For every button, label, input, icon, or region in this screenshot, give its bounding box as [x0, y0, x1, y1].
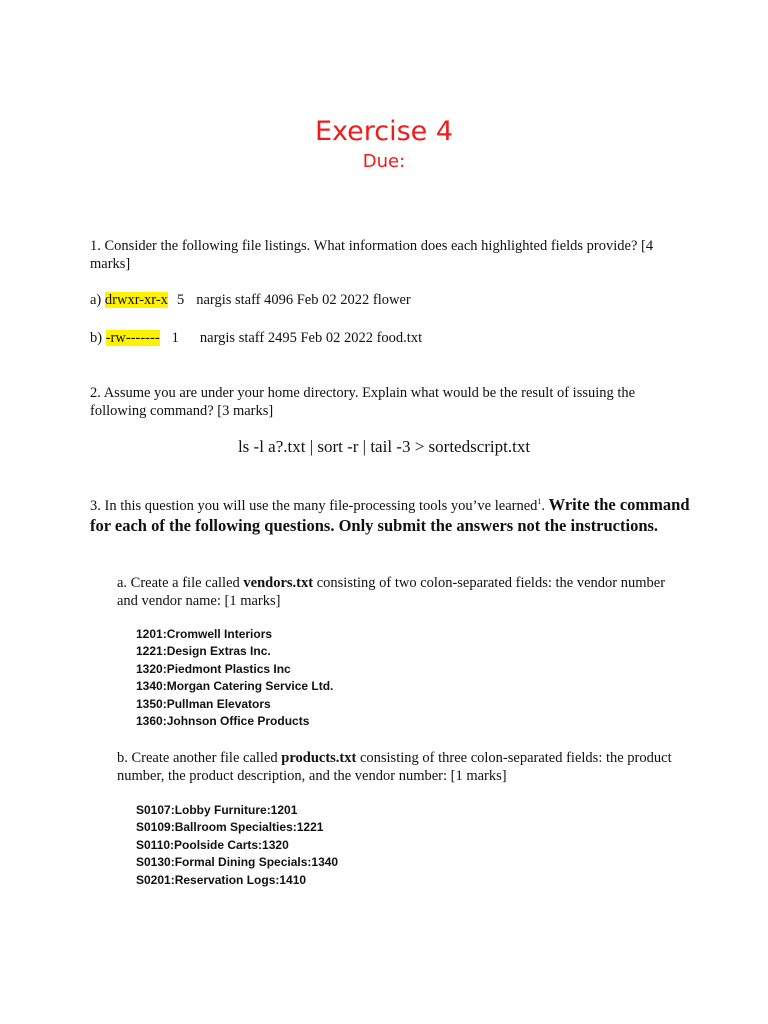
list-item: 1350:Pullman Elevators	[136, 696, 271, 711]
question-3a-suffix: consisting of two colon-separated fields: the vendor number and vendor name: [1 marks]	[117, 575, 666, 609]
listing-b-details: nargis staff 2495 Feb 02 2022 food.txt	[199, 330, 423, 346]
listing-b-links: 1	[171, 330, 179, 346]
listing-b-prefix: b)	[90, 330, 106, 346]
list-item: S0110:Poolside Carts:1320	[136, 837, 289, 852]
due-label: Due:	[362, 151, 406, 172]
list-item: S0130:Formal Dining Specials:1340	[136, 855, 339, 870]
list-item: 1221:Design Extras Inc.	[136, 644, 271, 659]
list-item: 1320:Piedmont Plastics Inc	[136, 661, 291, 676]
question-3b-suffix: consisting of three colon-separated fields: the product number, the product description, and the vendor number: [1 marks]	[117, 750, 672, 784]
list-item: S0109:Ballroom Specialties:1221	[136, 820, 324, 835]
products-filename: products.txt	[281, 750, 357, 766]
listing-a-details: nargis staff 4096 Feb 02 2022 flower	[196, 292, 411, 308]
footnote-marker: 1	[537, 497, 542, 507]
list-item: 1201:Cromwell Interiors	[136, 627, 273, 641]
question-3-intro-suffix: .	[541, 498, 549, 514]
question-3a-text	[117, 574, 677, 610]
vendors-filename: vendors.txt	[243, 575, 314, 591]
list-item: S0107:Lobby Furniture:1201	[136, 803, 298, 817]
question-3b-text	[117, 749, 677, 785]
listing-a-prefix: a)	[90, 292, 105, 308]
question-3-instruction: Write the command for each of the following questions. Only submit the answers not the instructions.	[90, 495, 690, 535]
document-title: Exercise 4	[314, 116, 454, 147]
listing-b	[90, 329, 690, 347]
list-item: 1360:Johnson Office Products	[136, 714, 310, 729]
list-item: S0201:Reservation Logs:1410	[136, 872, 307, 887]
question-3b-prefix: b. Create another file called	[117, 750, 282, 766]
listing-a-links: 5	[176, 292, 185, 308]
question-3-intro: 3. In this question you will use the many file-processing tools you’ve learned	[90, 498, 538, 514]
listing-a	[90, 291, 690, 309]
listing-a-permissions-highlight: drwxr-xr-x	[104, 292, 168, 308]
question-2-text: 2. Assume you are under your home directory. Explain what would be the result of issuing the following command? [3 marks]	[90, 385, 636, 419]
question-3a-prefix: a. Create a file called	[117, 575, 244, 591]
listing-b-permissions-highlight: -rw-------	[105, 330, 160, 346]
vendors-list	[136, 626, 333, 730]
list-item: 1340:Morgan Catering Service Ltd.	[136, 679, 334, 694]
question-3-text	[90, 494, 690, 536]
shell-command: ls -l a?.txt | sort -r | tail -3 > sortedscript.txt	[237, 437, 531, 456]
products-list	[136, 802, 338, 889]
question-1-text: 1. Consider the following file listings. What information does each highlighted fields provide? [4 marks]	[90, 238, 654, 272]
